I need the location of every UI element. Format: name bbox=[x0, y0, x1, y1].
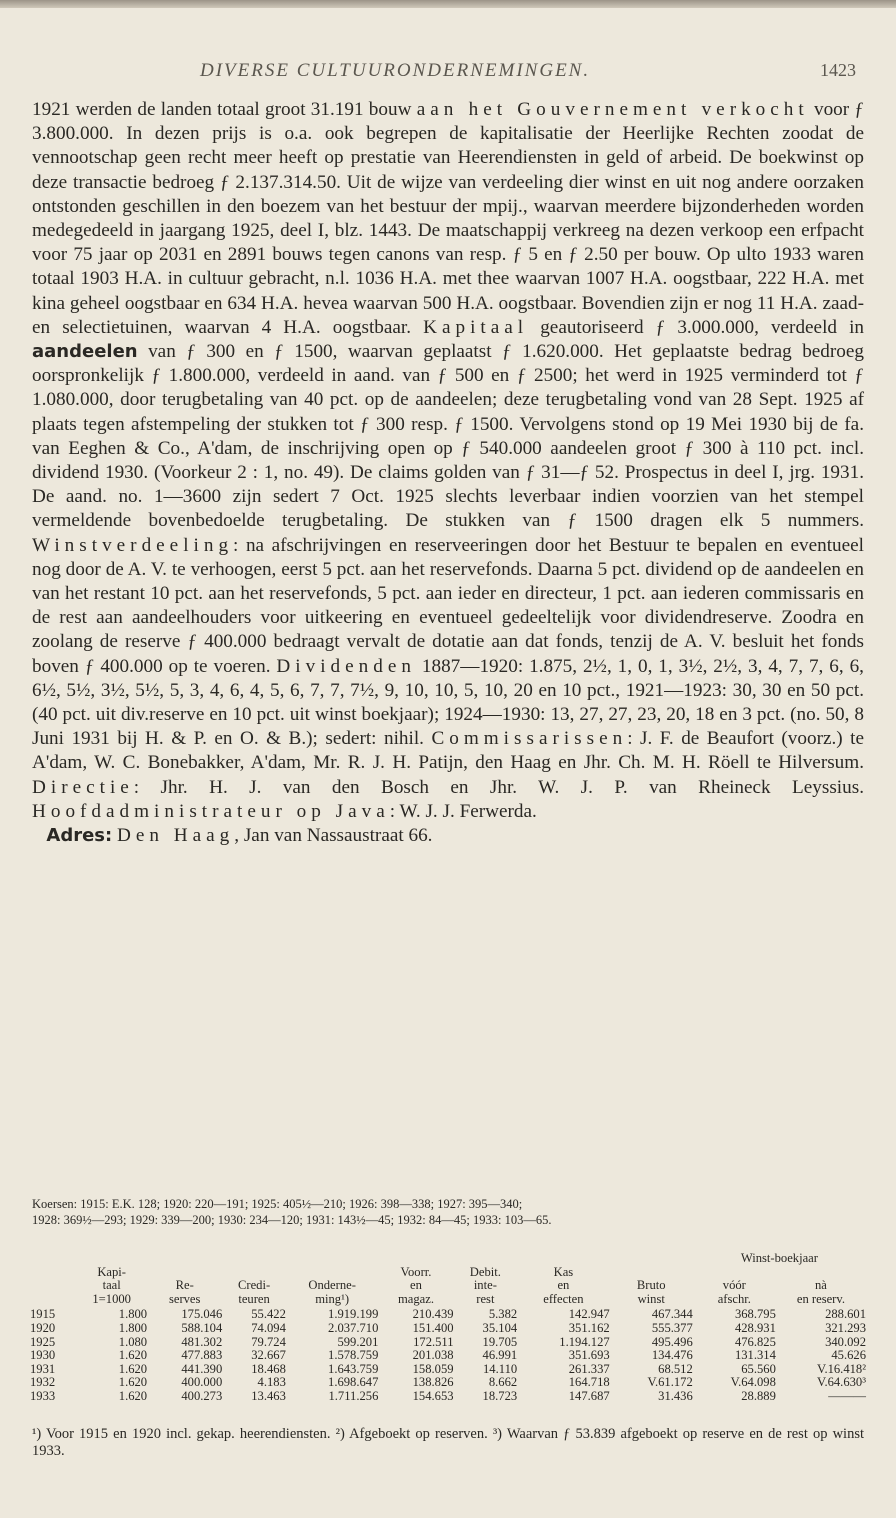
cell-winst-voor: 476.825 bbox=[734, 1334, 776, 1349]
col-header-debiteuren: Debit. inte- rest bbox=[469, 1264, 501, 1306]
cell-crediteuren: 13.463 bbox=[251, 1388, 286, 1403]
cell-kas: 351.693 bbox=[568, 1348, 610, 1363]
cell-voorraden: 158.059 bbox=[412, 1361, 454, 1376]
cell-year: 1931 bbox=[30, 1361, 56, 1376]
text-segment: : W. J. J. Ferwerda. bbox=[389, 800, 537, 822]
financial-table bbox=[30, 1252, 866, 1404]
page-header bbox=[200, 60, 896, 90]
cell-reserves: 477.883 bbox=[181, 1348, 223, 1363]
address-line bbox=[32, 824, 864, 848]
cell-debiteuren: 35.104 bbox=[482, 1320, 518, 1335]
col-header-kapitaal: Kapi- taal 1=1000 bbox=[92, 1264, 131, 1306]
cell-onderneming: 1.919.199 bbox=[328, 1307, 379, 1322]
cell-crediteuren: 79.724 bbox=[251, 1334, 286, 1349]
cell-winst-na: ——— bbox=[828, 1388, 866, 1403]
table-row bbox=[30, 1322, 866, 1336]
cell-onderneming: 2.037.710 bbox=[328, 1320, 379, 1335]
cell-onderneming: 1.698.647 bbox=[328, 1375, 379, 1390]
cell-bruto-winst: 31.436 bbox=[658, 1388, 693, 1403]
cell-bruto-winst: 467.344 bbox=[651, 1307, 693, 1322]
cell-voorraden: 151.400 bbox=[412, 1320, 454, 1335]
footnote-text: ¹) Voor 1915 en 1920 incl. gekap. heerendiensten. ²) Afgeboekt op reserven. ³) Waarvan ƒ 53.839 afgeboekt op reserve en de rest op winst 1933. bbox=[32, 1426, 864, 1459]
col-header-voorraden: Voorr. en magaz. bbox=[397, 1264, 434, 1306]
cell-kas: 147.687 bbox=[568, 1388, 610, 1403]
cell-kapitaal: 1.080 bbox=[118, 1334, 148, 1349]
cell-winst-na: 321.293 bbox=[825, 1320, 866, 1335]
cell-reserves: 481.302 bbox=[181, 1334, 223, 1349]
winst-header: Winst-boekjaar bbox=[740, 1251, 818, 1265]
col-header-kas: Kas en effecten bbox=[543, 1264, 584, 1306]
table-header-top bbox=[30, 1252, 866, 1266]
running-title: DIVERSE CULTUURONDERNEMINGEN. bbox=[200, 60, 591, 81]
cell-bruto-winst: V.61.172 bbox=[647, 1375, 693, 1390]
cell-kas: 1.194.127 bbox=[559, 1334, 610, 1349]
cell-winst-na: V.16.418² bbox=[816, 1361, 866, 1376]
spaced-heading-commissarissen: Commissarissen bbox=[431, 728, 628, 750]
page-top-edge bbox=[0, 0, 896, 8]
text-segment: geautoriseerd ƒ 3.000.000, verdeeld in bbox=[528, 316, 865, 338]
table-header-row bbox=[30, 1266, 866, 1307]
cell-debiteuren: 5.382 bbox=[488, 1307, 518, 1322]
cell-kapitaal: 1.800 bbox=[118, 1307, 148, 1322]
bold-term-aandeelen: aandeelen bbox=[32, 341, 138, 363]
page-number: 1423 bbox=[820, 60, 856, 80]
text-segment: 1921 werden de landen totaal groot 31.191 bouw bbox=[32, 99, 417, 120]
text-segment: 1887—1920: 1.875, 2½, 1, 0, 1, 3½, 2½, 3, 4, 7, 7, 6, 6, 6½, 5½, 3½, 5½, 5, 3, 4, 6, 4, 5, 6, 7, 7, 7½, 9, 10, 10, 5, 10, 20 en 10 pct., 1921—1923: 30, 30 en 50 pct. (40 pct. uit div.reserve en 10 pct. uit winst boekjaar); 1924—1930: 13, 27, 27, 23, 20, 18 en 3 pct. (no. 50, 8 Juni 1931 bij H. & P. en O. & B.); sedert: nihil. bbox=[32, 655, 864, 750]
cell-winst-voor: 428.931 bbox=[734, 1320, 776, 1335]
cell-reserves: 400.000 bbox=[181, 1375, 223, 1390]
cell-winst-voor: V.64.098 bbox=[730, 1375, 776, 1390]
address-city: Den Haag bbox=[117, 825, 235, 847]
cell-voorraden: 172.511 bbox=[413, 1334, 454, 1349]
cell-crediteuren: 74.094 bbox=[251, 1320, 286, 1335]
quotations-line-2: 1928: 369½—293; 1929: 339—200; 1930: 234—120; 1931: 143½—45; 1932: 84—45; 1933: 103—65. bbox=[32, 1212, 552, 1227]
cell-bruto-winst: 555.377 bbox=[651, 1320, 693, 1335]
cell-voorraden: 210.439 bbox=[412, 1307, 454, 1322]
table-row bbox=[30, 1376, 866, 1390]
cell-winst-na: 340.092 bbox=[825, 1334, 866, 1349]
col-header-reserves: Re- serves bbox=[168, 1278, 201, 1306]
col-header-crediteuren: Credi- teuren bbox=[237, 1278, 271, 1306]
cell-winst-na: V.64.630³ bbox=[816, 1375, 866, 1390]
col-header-winst-voor: vóór afschr. bbox=[717, 1278, 751, 1306]
spaced-heading-dividenden: Dividenden bbox=[276, 655, 416, 677]
cell-winst-voor: 65.560 bbox=[741, 1361, 776, 1376]
cell-winst-na: 288.601 bbox=[825, 1307, 866, 1322]
col-header-year bbox=[30, 1266, 76, 1307]
spaced-phrase-gouvernement: aan het Gouvernement verkocht bbox=[416, 99, 809, 120]
cell-onderneming: 1.643.759 bbox=[328, 1361, 379, 1376]
cell-voorraden: 154.653 bbox=[412, 1388, 454, 1403]
cell-winst-voor: 28.889 bbox=[741, 1388, 776, 1403]
cell-kas: 142.947 bbox=[568, 1307, 610, 1322]
cell-kapitaal: 1.800 bbox=[118, 1320, 148, 1335]
text-segment: : J. F. de Beaufort (voorz.) te A'dam, W. C. Bonebakker, A'dam, Mr. R. J. H. Patijn, den Haag en Jhr. Ch. M. H. Röell te Hilversum. bbox=[32, 728, 864, 774]
cell-onderneming: 1.578.759 bbox=[328, 1348, 379, 1363]
quotations bbox=[32, 1197, 864, 1228]
cell-kas: 261.337 bbox=[568, 1361, 610, 1376]
cell-onderneming: 599.201 bbox=[337, 1334, 379, 1349]
cell-year: 1933 bbox=[30, 1388, 56, 1403]
cell-kas: 351.162 bbox=[568, 1320, 610, 1335]
cell-year: 1920 bbox=[30, 1320, 56, 1335]
cell-bruto-winst: 495.496 bbox=[651, 1334, 693, 1349]
table-row bbox=[30, 1349, 866, 1363]
cell-reserves: 588.104 bbox=[181, 1320, 223, 1335]
cell-year: 1925 bbox=[30, 1334, 56, 1349]
table-row bbox=[30, 1363, 866, 1377]
address-street: , Jan van Nassaustraat 66. bbox=[234, 825, 433, 847]
cell-debiteuren: 18.723 bbox=[482, 1388, 518, 1403]
cell-kapitaal: 1.620 bbox=[118, 1388, 148, 1403]
col-header-onderneming: Onderne- ming¹) bbox=[308, 1278, 356, 1306]
spaced-heading-kapitaal: Kapitaal bbox=[423, 316, 529, 338]
cell-crediteuren: 4.183 bbox=[257, 1375, 286, 1390]
col-header-winst-na: nà en reserv. bbox=[796, 1278, 846, 1306]
cell-kapitaal: 1.620 bbox=[118, 1375, 148, 1390]
cell-crediteuren: 55.422 bbox=[251, 1307, 286, 1322]
table-body bbox=[30, 1306, 866, 1403]
cell-year: 1930 bbox=[30, 1348, 56, 1363]
table-row bbox=[30, 1336, 866, 1350]
spaced-heading-directie: Directie bbox=[32, 776, 134, 798]
main-paragraph bbox=[32, 98, 864, 824]
spaced-heading-winstverdeeling: Winstverdeeling bbox=[32, 534, 234, 556]
cell-onderneming: 1.711.256 bbox=[328, 1388, 379, 1403]
cell-bruto-winst: 134.476 bbox=[651, 1348, 693, 1363]
footnotes bbox=[32, 1426, 864, 1460]
spaced-heading-hoofdadministrateur: Hoofdadministrateur op Java bbox=[32, 800, 390, 822]
cell-debiteuren: 8.662 bbox=[488, 1375, 518, 1390]
text-segment: van ƒ 300 en ƒ 1500, waarvan geplaatst ƒ 1.620.000. Het geplaatste bedrag bedroeg oorspronkelijk ƒ 1.800.000, verdeeld in aand. van ƒ 500 en ƒ 2500; het werd in 1925 verminderd tot ƒ 1.080.000, door terugbetaling van 40 pct. op de aandeelen; deze terugbetaling vond van 28 Sept. 1925 af plaats tegen afstempeling der stukken tot ƒ 300 resp. ƒ 1500. Vervolgens stond op 19 Mei 1930 bij de fa. van Eeghen & Co., A'dam, de inschrijving open op ƒ 540.000 aandeelen groot ƒ 300 à 110 pct. incl. dividend 1930. (Voorkeur 2 : 1, no. 49). De claims golden van ƒ 31—ƒ 52. Prospectus in deel I, jrg. 1931. De aand. no. 1—3600 zijn sedert 7 Oct. 1925 slechts leverbaar indien voorzien van het stempel vermeldende bovenbedoelde terugbetaling. De stukken van ƒ 1500 dragen elk 5 nummers. bbox=[32, 341, 864, 532]
cell-winst-na: 45.626 bbox=[831, 1348, 866, 1363]
cell-year: 1915 bbox=[30, 1307, 56, 1322]
text-segment: : na afschrijvingen en reserveeringen door het Bestuur te bepalen en eventueel nog door de A. V. te verhoogen, eerst 5 pct. aan het reservefonds. Daarna 5 pct. dividend op de aandeelen en van het restant 10 pct. aan het reservefonds, 5 pct. aan ieder en directeur, 1 pct. aan iederen commissaris en de rest aan aandeelhouders voor uitkeering en eventueel gedeeltelijk voor dividendreserve. Zoodra en zoolang de reserve ƒ 400.000 bedraagt vervalt de dotatie aan dat fonds, tenzij de A. V. besluit het fonds boven ƒ 400.000 op te voeren. bbox=[32, 534, 864, 677]
cell-voorraden: 201.038 bbox=[412, 1348, 454, 1363]
cell-reserves: 400.273 bbox=[181, 1388, 223, 1403]
cell-kapitaal: 1.620 bbox=[118, 1361, 148, 1376]
cell-reserves: 441.390 bbox=[181, 1361, 223, 1376]
quotations-line-1: Koersen: 1915: E.K. 128; 1920: 220—191; 1925: 405½—210; 1926: 398—338; 1927: 395—340; bbox=[32, 1197, 523, 1211]
cell-crediteuren: 18.468 bbox=[251, 1361, 286, 1376]
cell-crediteuren: 32.667 bbox=[251, 1348, 286, 1363]
body-text bbox=[32, 98, 864, 848]
cell-year: 1932 bbox=[30, 1375, 56, 1390]
cell-winst-voor: 131.314 bbox=[734, 1348, 776, 1363]
text-segment: : Jhr. H. J. van den Bosch en Jhr. W. J. P. van Rheineck Leyssius. bbox=[133, 776, 864, 798]
cell-debiteuren: 14.110 bbox=[483, 1361, 518, 1376]
address-label: Adres: bbox=[46, 825, 113, 847]
cell-voorraden: 138.826 bbox=[412, 1375, 454, 1390]
cell-kas: 164.718 bbox=[568, 1375, 610, 1390]
cell-reserves: 175.046 bbox=[181, 1307, 223, 1322]
table-row bbox=[30, 1390, 866, 1404]
col-header-bruto-winst: Bruto winst bbox=[636, 1278, 666, 1306]
cell-winst-voor: 368.795 bbox=[734, 1307, 776, 1322]
text-segment: voor ƒ 3.800.000. In dezen prijs is o.a. ook begrepen de kapitalisatie der Heerlijke Rechten zoodat de vennootschap geen recht meer heeft op prestatie van Heerendiensten in geld of arbeid. De boekwinst op deze transactie bedroeg ƒ 2.137.314.50. Uit de wijze van verdeeling dier winst en uit nog andere oorzaken ontstonden geschillen in den boezem van het bestuur der mpij., waarvan meerdere bijzonderheden worden medegedeeld in jaargang 1925, deel I, blz. 1443. De maatschappij verkreeg na dezen verkoop een erfpacht voor 75 jaar op 2031 en 2891 bouws tegen canons van resp. ƒ 5 en ƒ 2.50 per bouw. Op ulto 1933 waren totaal 1903 H.A. in cultuur gebracht, n.l. 1036 H.A. met thee waarvan 1007 H.A. oogstbaar, 222 H.A. met kina geheel oogstbaar en 634 H.A. hevea waarvan 500 H.A. oogstbaar. Bovendien zijn er nog 11 H.A. zaad- en selectietuinen, waarvan 4 H.A. oogstbaar. bbox=[32, 99, 865, 338]
table-row bbox=[30, 1306, 866, 1322]
cell-debiteuren: 19.705 bbox=[482, 1334, 518, 1349]
cell-debiteuren: 46.991 bbox=[482, 1348, 518, 1363]
cell-bruto-winst: 68.512 bbox=[658, 1361, 693, 1376]
cell-kapitaal: 1.620 bbox=[118, 1348, 148, 1363]
